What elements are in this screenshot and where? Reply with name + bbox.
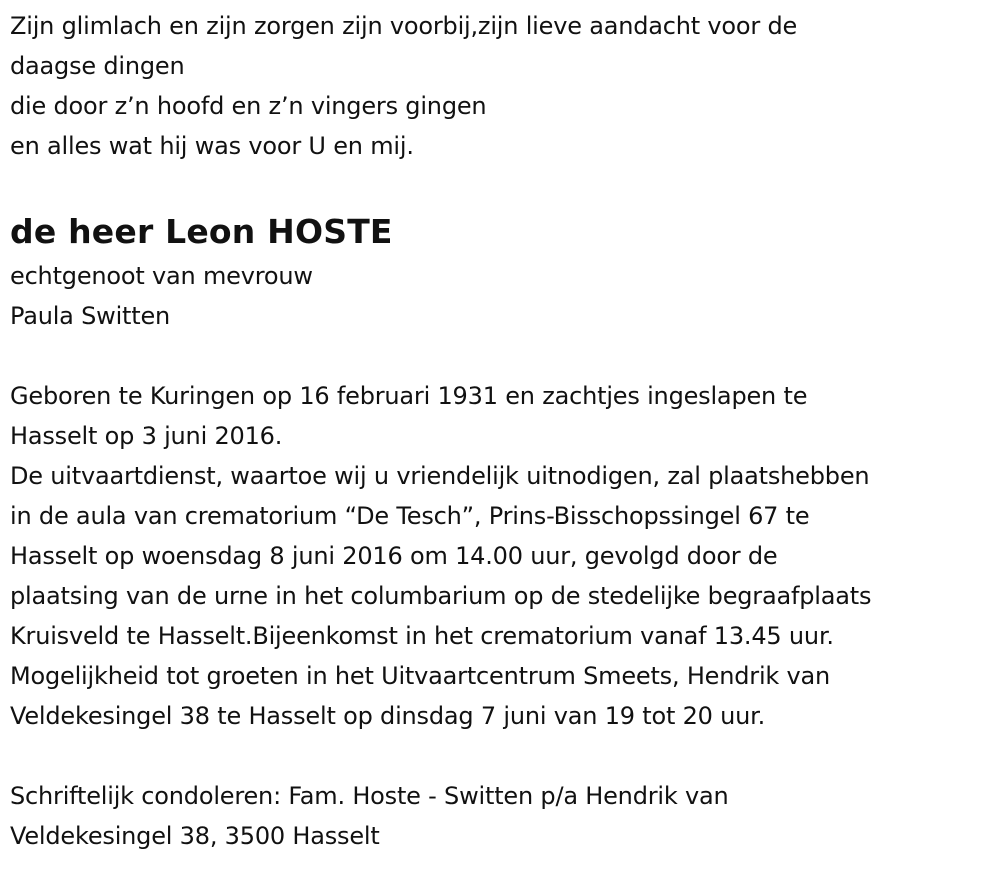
details-line: Kruisveld te Hasselt.Bijeenkomst in het crematorium vanaf 13.45 uur. [10, 622, 834, 650]
spouse-line: Paula Switten [10, 302, 171, 330]
details-line: plaatsing van de urne in het columbarium op de stedelijke begraafplaats [10, 582, 872, 610]
spouse-line: echtgenoot van mevrouw [10, 262, 313, 290]
poem-line: Zijn glimlach en zijn zorgen zijn voorbij,zijn lieve aandacht voor de [10, 12, 798, 40]
details-line: De uitvaartdienst, waartoe wij u vriendelijk uitnodigen, zal plaatshebben [10, 462, 870, 490]
deceased-block [10, 208, 995, 336]
death-notice [10, 6, 995, 856]
deceased-name: de heer Leon HOSTE [10, 212, 393, 251]
poem-line: en alles wat hij was voor U en mij. [10, 132, 414, 160]
spacer [10, 166, 995, 206]
spacer [10, 736, 995, 776]
condolences-line: Veldekesingel 38, 3500 Hasselt [10, 822, 380, 850]
condolences-paragraph [10, 776, 995, 856]
poem-line: die door z’n hoofd en z’n vingers gingen [10, 92, 487, 120]
poem-line: daagse dingen [10, 52, 185, 80]
condolences-line: Schriftelijk condoleren: Fam. Hoste - Switten p/a Hendrik van [10, 782, 729, 810]
details-line: in de aula van crematorium “De Tesch”, Prins-Bisschopssingel 67 te [10, 502, 810, 530]
poem [10, 6, 995, 166]
details-line: Hasselt op woensdag 8 juni 2016 om 14.00 uur, gevolgd door de [10, 542, 778, 570]
details-line: Veldekesingel 38 te Hasselt op dinsdag 7 juni van 19 tot 20 uur. [10, 702, 766, 730]
details-paragraph [10, 376, 995, 736]
details-line: Geboren te Kuringen op 16 februari 1931 en zachtjes ingeslapen te [10, 382, 808, 410]
details-line: Hasselt op 3 juni 2016. [10, 422, 283, 450]
details-line: Mogelijkheid tot groeten in het Uitvaartcentrum Smeets, Hendrik van [10, 662, 831, 690]
spacer [10, 336, 995, 376]
